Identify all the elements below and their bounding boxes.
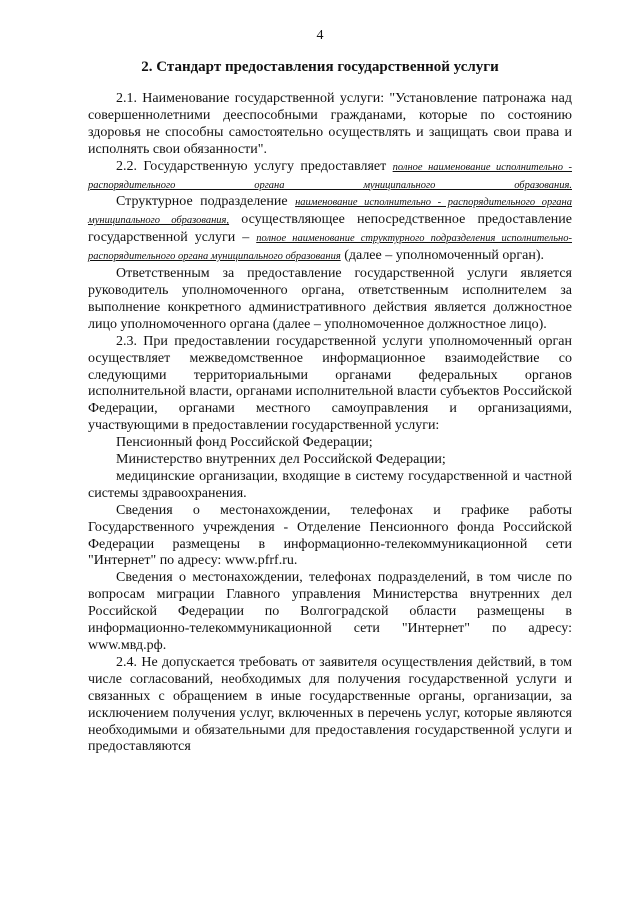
paragraph-structural-unit: Структурное подразделение наименование исполнительно - распорядительного органа муниципального образования, осуществляющее непосредственное предоставление государственной услуги – полное наименование структурного подразделения исполнительно-распорядительного органа муниципального образования (далее – уполномоченный орган).	[88, 194, 573, 264]
page-number: 4	[316, 28, 324, 43]
paragraph-2-2: 2.2. Государственную услугу предоставляет полное наименование исполнительно - распорядительного органа муниципального образования.	[88, 158, 572, 191]
list-item-medical: медицинские организации, входящие в систему государственной и частной системы здравоохранения.	[88, 468, 572, 501]
section-heading: 2. Стандарт предоставления государственной услуги	[141, 59, 499, 75]
paragraph-mvd-info: Сведения о местонахождении, телефонах подразделений, в том числе по вопросам миграции Главного управления Министерства внутренних дел Российской Федерации по Волгоградской области размещены в информационно-телекоммуникационной сети "Интернет" по адресу: www.мвд.рф.	[88, 570, 572, 653]
placeholder-note: полное наименование структурного подразделения исполнительно-распорядительного органа муниципального образования	[88, 233, 572, 263]
paragraph-2-3: 2.3. При предоставлении государственной услуги уполномоченный орган осуществляет межведомственное информационное взаимодействие со следующими территориальными органами федеральных органов исполнительной власти, органами исполнительной власти субъектов Российской Федерации, органами местного самоуправления и организациями, участвующими в предоставлении государственной услуги:	[88, 333, 572, 434]
paragraph-2-4: 2.4. Не допускается требовать от заявителя осуществления действий, в том числе согласований, необходимых для получения государственной услуги и связанных с обращением в иные государственные органы, организации, за исключением получения услуг, включенных в перечень услуг, которые являются необходимыми и обязательными для предоставления государственной услуги и предоставляются	[88, 654, 572, 755]
placeholder-note: полное наименование исполнительно - распорядительного органа муниципального образования.	[88, 161, 572, 191]
document-body	[88, 91, 572, 756]
paragraph-2-1: 2.1. Наименование государственной услуги: "Установление патронажа над совершеннолетними дееспособными гражданами, которые по состоянию здоровья не способны самостоятельно осуществлять и защищать свои права и исполнять свои обязанности".	[88, 91, 572, 157]
placeholder-note: наименование исполнительно - распорядительного органа муниципального образования,	[88, 197, 573, 227]
list-item-ministry: Министерство внутренних дел Российской Федерации;	[116, 452, 446, 468]
paragraph-pfr-info: Сведения о местонахождении, телефонах и графике работы Государственного учреждения - Отделение Пенсионного фонда Российской Федерации размещены в информационно-телекоммуникационной сети "Интернет" по адресу: www.pfrf.ru.	[88, 502, 572, 569]
paragraph-responsible: Ответственным за предоставление государственной услуги является руководитель уполномоченного органа, ответственным исполнителем за выполнение конкретного административного действия является должностное лицо уполномоченного органа (далее – уполномоченное должностное лицо).	[88, 266, 572, 332]
list-item-pension-fund: Пенсионный фонд Российской Федерации;	[116, 435, 373, 451]
